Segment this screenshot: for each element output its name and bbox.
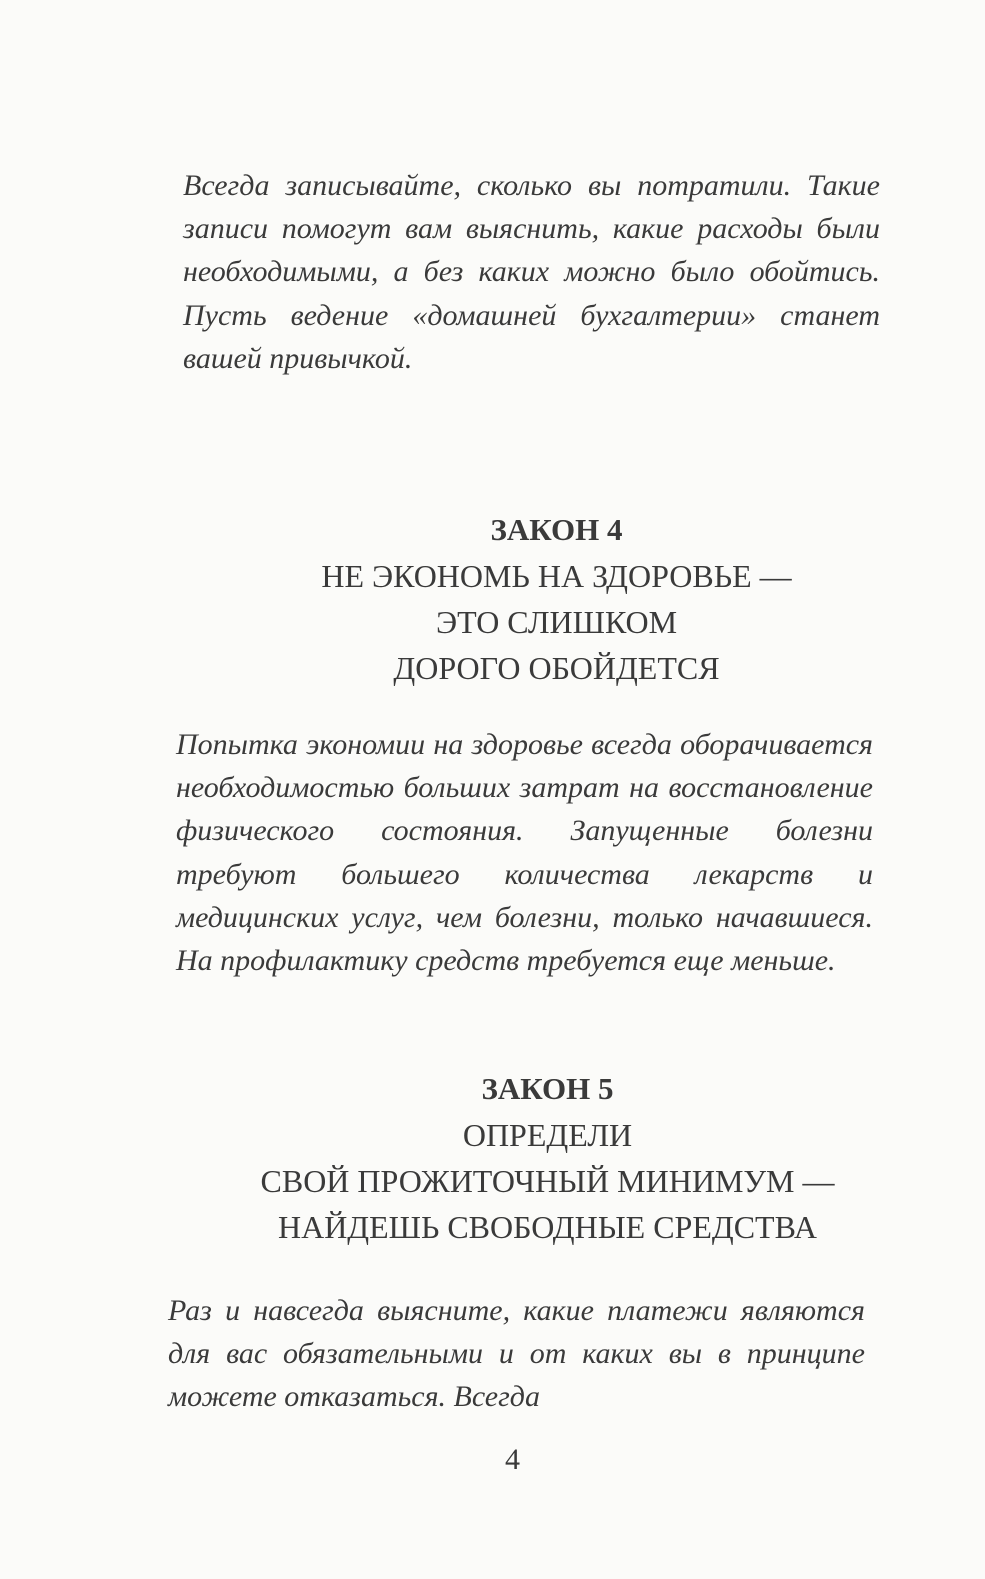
- law-5-line-3: НАЙДЕШЬ СВОБОДНЫЕ СРЕДСТВА: [277, 1209, 818, 1245]
- law-5-line-2: СВОЙ ПРОЖИТОЧНЫЙ МИНИМУМ —: [260, 1163, 835, 1199]
- page-number: 4: [505, 1443, 520, 1476]
- law-4-line-3: ДОРОГО ОБОЙДЕТСЯ: [393, 650, 720, 686]
- law-5-line-1: ОПРЕДЕЛИ: [462, 1117, 633, 1153]
- paragraph-expense-tracking: Всегда записывайте, сколько вы потратили. Такие записи помогут вам выяснить, какие расходы были необходимыми, а без каких можно было обойтись. Пусть ведение «домашней бухгалтерии» станет вашей привычкой.: [183, 169, 880, 375]
- paragraph-living-minimum: Раз и навсегда выясните, какие платежи являются для вас обязательными и от каких вы в принципе можете отказаться. Всегда: [168, 1294, 865, 1414]
- law-5-title: ЗАКОН 5: [481, 1071, 614, 1106]
- law-4-line-2: ЭТО СЛИШКОМ: [435, 604, 678, 640]
- law-4-heading: [0, 507, 985, 691]
- law-4-title: ЗАКОН 4: [490, 512, 623, 547]
- law-4-line-1: НЕ ЭКОНОМЬ НА ЗДОРОВЬЕ —: [321, 558, 792, 594]
- paragraph-health-savings: Попытка экономии на здоровье всегда оборачивается необходимостью больших затрат на восстановление физического состояния. Запущенные болезни требуют большего количества лекарств и медицинских услуг, чем болезни, только начавшиеся. На профилактику средств требуется еще меньше.: [176, 728, 873, 978]
- law-5-heading: [0, 1066, 985, 1250]
